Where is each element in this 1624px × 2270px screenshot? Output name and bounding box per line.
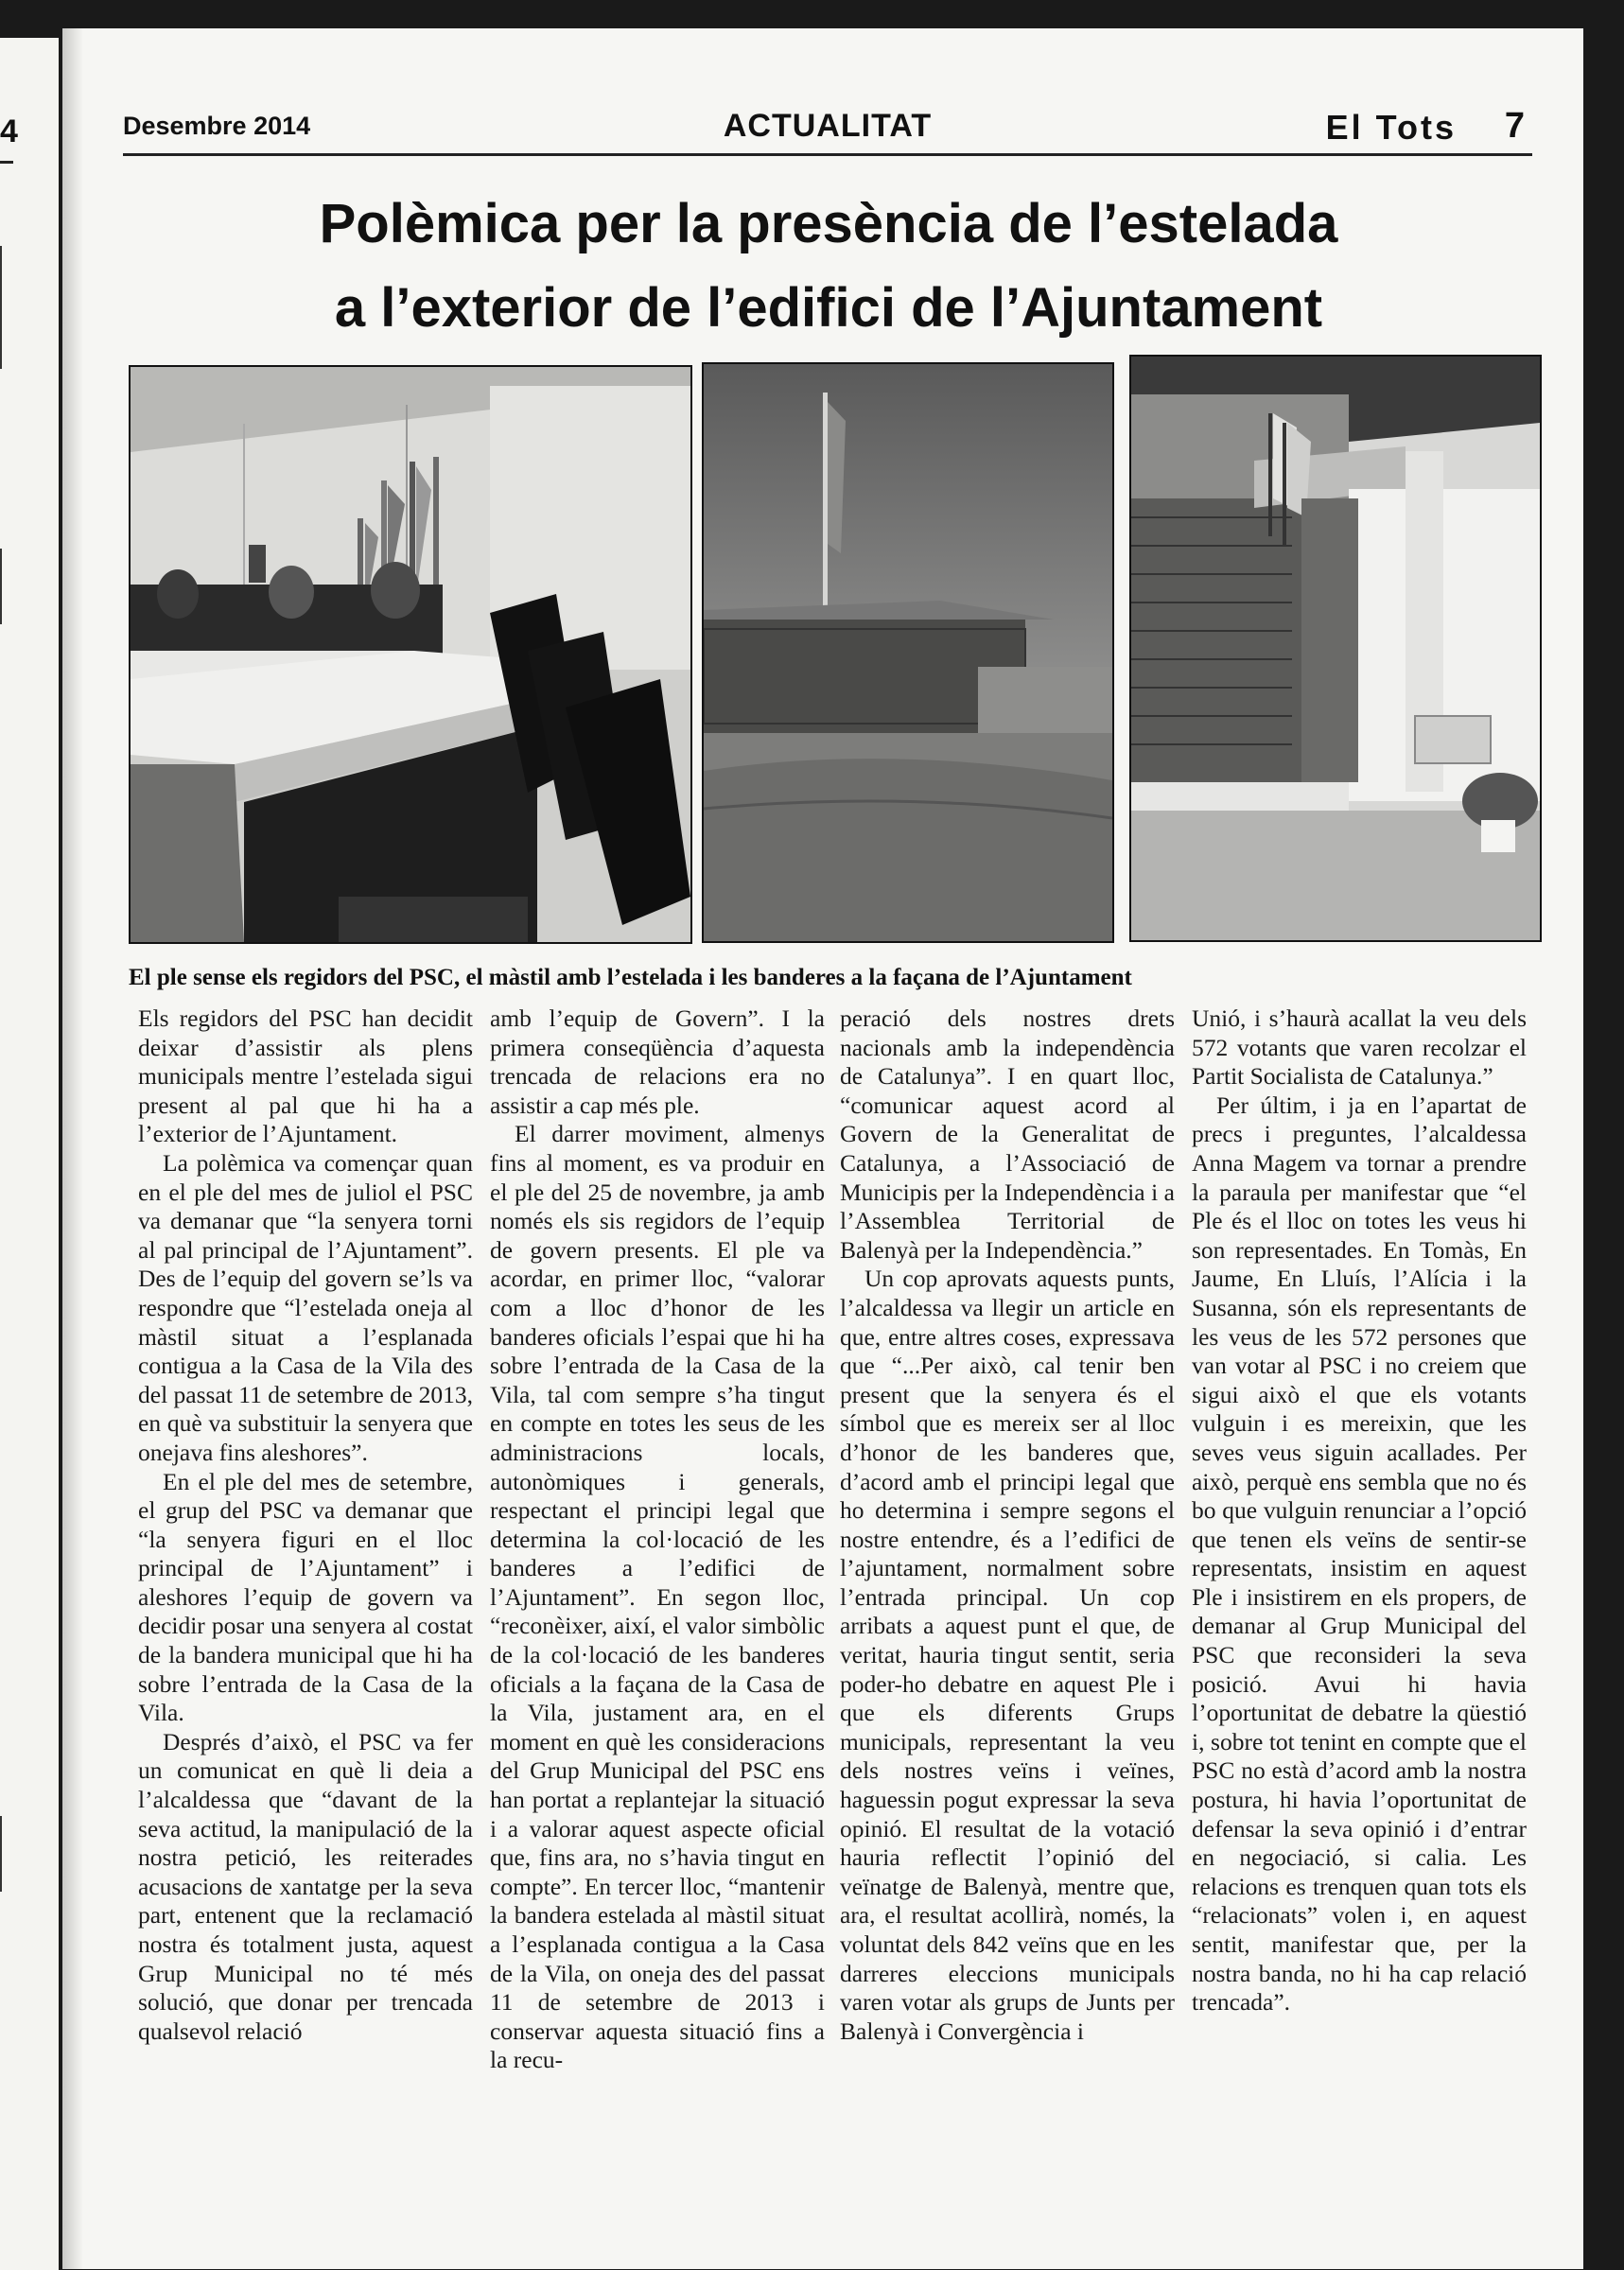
article-headline [100,182,1557,350]
paragraph: Els regidors del PSC han decidit deixar d’assistir als plens municipals mentre l’estelada sigui present al pal que hi ha a l’exterior de l’Ajuntament. [138,1004,473,1148]
article-body [138,1004,1530,2215]
paragraph: Després d’això, el PSC va fer un comunicat en què li deia a l’alcaldessa que “davant de la seva actitud, la manipulació de la nostra petició, les reiterades acusacions de xantatge per la seva part, entenent que la reclamació nostra és totalment justa, aquest Grup Municipal no té més solució, que donar per trencada qualsevol relació [138,1727,473,2045]
article-column-1 [138,1004,473,2206]
article-column-2 [490,1004,825,2206]
left-page-line [0,1816,2,1892]
left-page-edge [0,38,59,2270]
left-page-line [0,246,2,369]
gutter-shadow [62,28,83,2269]
newspaper-page [62,28,1583,2269]
left-page-number: 4 [0,114,18,149]
photo-council-chamber [129,365,692,944]
article-column-4 [1192,1004,1527,2206]
section-title: ACTUALITAT [723,108,933,144]
headline-line-1: Polèmica per la presència de l’estelada [319,193,1338,254]
left-page-line [0,549,2,624]
photo-flagpole [702,362,1114,943]
paragraph: Per últim, i ja en l’apartat de precs i preguntes, l’alcaldessa Anna Magem va tornar a prendre la paraula per manifestar que “el Ple és el lloc on totes les veus hi son representades. En Tomàs, En Jaume, En Lluís, l’Alícia i la Susanna, són els representants de les veus de les 572 persones que van votar al PSC i no creiem que sigui això el que els votants vulguin i es mereixin, que les seves veus siguin acallades. Per això, perquè ens sembla que no és bo que vulguin renunciar a l’opció que tenen els veïns de sentir-se representats, insistim en aquest Ple i insistirem en els propers, de demanar al Grup Municipal del PSC que reconsideri la seva posició. Avui hi havia l’oportunitat de debatre la qüestió i, sobre tot tenint en compte que el PSC no està d’acord amb la nostra postura, hi havia l’oportunitat de defensar la seva opinió i d’entrar en negociació, si calia. Les relacions es trenquen quan tots els “relacionats” volen i, en aquest sentit, manifestar que, per la nostra banda, no hi ha cap relació trencada”. [1192,1091,1527,2017]
paragraph: peració dels nostres drets nacionals amb la independència de Catalunya”. I en quart lloc, “comunicar aquest acord al Govern de la Generalitat de Catalunya, a l’Associació de Municipis per la Independència i a l’Assemblea Territorial de Balenyà per la Independència.” [840,1004,1175,1264]
page-number: 7 [1504,106,1525,146]
photo-town-hall-facade [1129,355,1542,942]
paragraph: En el ple del mes de setembre, el grup del PSC va demanar que “la senyera figuri en el lloc principal de l’Ajuntament” i aleshores l’equip de govern va decidir posar una senyera al costat de la bandera municipal que hi ha sobre l’entrada de la Casa de la Vila. [138,1467,473,1727]
paragraph: La polèmica va començar quan en el ple del mes de juliol el PSC va demanar que “la senyera torni al pal principal de l’Ajuntament”. Des de l’equip del govern se’ls va respondre que “l’estelada oneja al màstil situat a l’esplanada contigua a la Casa de la Vila des del passat 11 de setembre de 2013, en què va substituir la senyera que onejava fins aleshores”. [138,1148,473,1466]
article-column-3 [840,1004,1175,2206]
left-page-rule [0,161,13,164]
paragraph: El darrer moviment, almenys fins al moment, es va produir en el ple del 25 de novembre, ja amb només els sis regidors de l’equip de govern presents. El ple va acordar, en primer lloc, “valorar com a lloc d’honor de les banderes oficials l’espai que hi ha sobre l’entrada de la Casa de la Vila, tal com sempre s’ha tingut en compte en totes les seus de les administracions locals, autonòmiques i generals, respectant el principi legal que determina la col·locació de les banderes a l’edifici de l’Ajuntament”. En segon lloc, “reconèixer, així, el valor simbòlic de la col·locació de les banderes oficials a la façana de la Casa de la Vila, justament ara, en el moment en què les consideracions del Grup Municipal del PSC ens han portat a replantejar la situació i a valorar aquest aspecte oficial que, fins ara, no s’havia tingut en compte”. En tercer lloc, “mantenir la bandera estelada al màstil situat a l’esplanada contigua a la Casa de la Vila, on oneja des del passat 11 de setembre de 2013 i conservar aquesta situació fins a la recu- [490,1120,825,2074]
paragraph: amb l’equip de Govern”. I la primera conseqüència d’aquesta trencada de relacions era no assistir a cap més ple. [490,1004,825,1119]
issue-date: Desembre 2014 [123,112,311,140]
paragraph: Un cop aprovats aquests punts, l’alcaldessa va llegir un article en que, entre altres coses, expressava que “...Per això, cal tenir ben present que la senyera és el símbol que es mereix ser al lloc d’honor de les banderes que, d’acord amb el principi legal que ho determina i sempre segons el nostre entendre, és a l’edifici de l’ajuntament, normalment sobre l’entrada principal. Un cop arribats a aquest punt el que, de veritat, hauria tingut sentit, seria poder-ho debatre en aquest Ple i que els diferents Grups municipals, representant la veu dels nostres veïns i veïnes, haguessin pogut expressar la seva opinió. El resultat de la votació hauria reflectit l’opinió del veïnatge de Balenyà, mentre que, ara, el resultat acollirà, només, la voluntat dels 842 veïns que en les darreres eleccions municipals varen votar als grups de Junts per Balenyà i Convergència i [840,1265,1175,2045]
page-header [123,106,1532,156]
photo-caption: El ple sense els regidors del PSC, el màstil amb l’estelada i les banderes a la façana de l’Ajuntament [129,965,1132,990]
headline-line-2: a l’exterior de l’edifici de l’Ajuntament [334,277,1323,339]
paragraph: Unió, i s’haurà acallat la veu dels 572 votants que varen recolzar el Partit Socialista de Catalunya.” [1192,1004,1527,1091]
publication-name: El Tots [1325,108,1457,147]
